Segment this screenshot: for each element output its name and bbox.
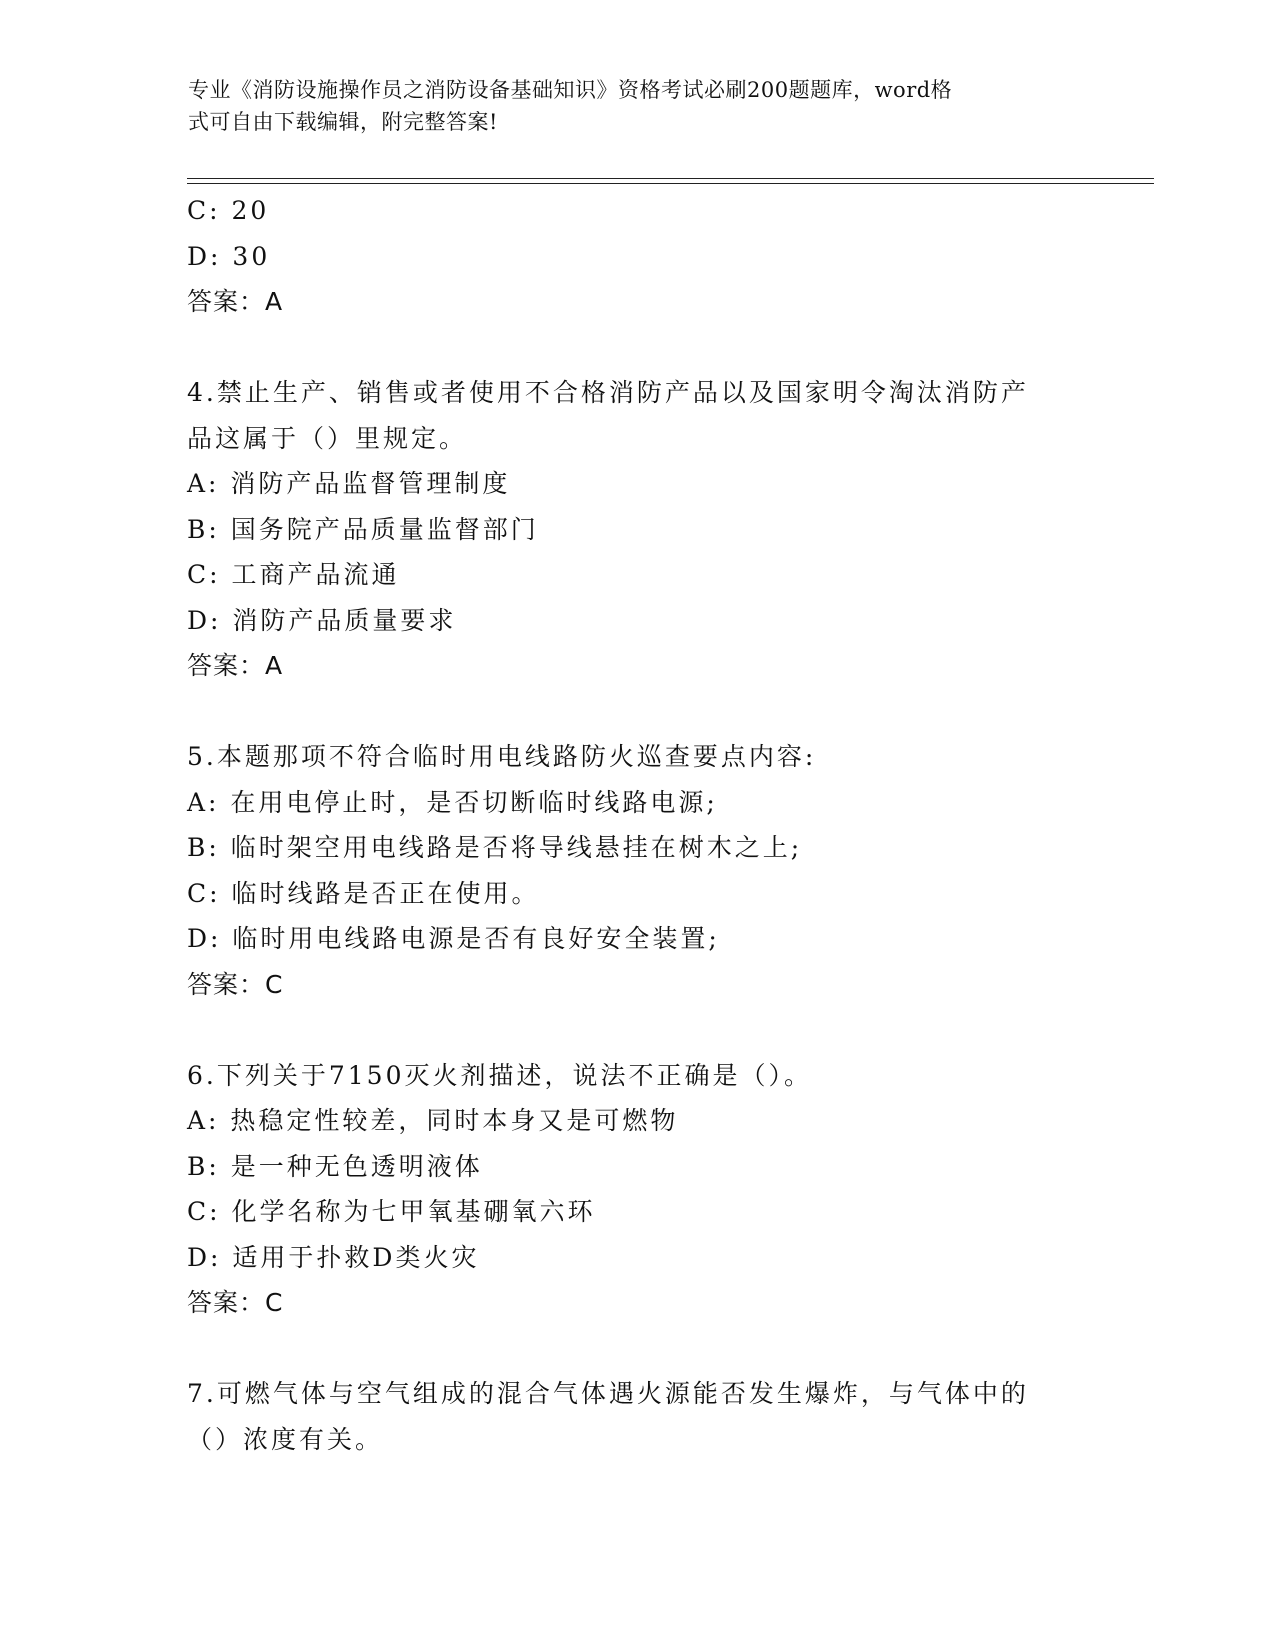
spacer xyxy=(187,689,1067,735)
header-rule-top xyxy=(187,178,1154,179)
question-stem: 5.本题那项不符合临时用电线路防火巡查要点内容: xyxy=(187,742,817,771)
question-6 xyxy=(187,1053,1067,1326)
document-header xyxy=(188,74,1068,138)
option-b: B: 临时架空用电线路是否将导线悬挂在树木之上; xyxy=(187,833,803,862)
option-a: A: 热稳定性较差，同时本身又是可燃物 xyxy=(187,1106,679,1135)
question-7 xyxy=(187,1371,1067,1462)
question-stem: 7.可燃气体与空气组成的混合气体遇火源能否发生爆炸，与气体中的 xyxy=(187,1379,1029,1408)
spacer xyxy=(187,1007,1067,1053)
answer: 答案：A xyxy=(187,287,284,316)
option-c: C: 临时线路是否正在使用。 xyxy=(187,878,540,908)
answer: 答案：C xyxy=(187,1288,284,1317)
answer: 答案：C xyxy=(187,969,284,999)
spacer xyxy=(187,1326,1067,1372)
header-rule-bottom xyxy=(187,183,1154,184)
option-c: C: 工商产品流通 xyxy=(187,560,400,589)
spacer xyxy=(187,325,1067,371)
answer: 答案：A xyxy=(187,651,284,680)
question-stem-continued: （）浓度有关。 xyxy=(187,1424,384,1454)
header-line-1: 专业《消防设施操作员之消防设备基础知识》资格考试必刷200题题库，word格 xyxy=(188,78,953,102)
question-3-tail xyxy=(187,188,1067,325)
option-b: B: 国务院产品质量监督部门 xyxy=(187,514,539,544)
option-d: D: 消防产品质量要求 xyxy=(187,605,457,635)
question-4 xyxy=(187,370,1067,689)
question-stem-continued: 品这属于（）里规定。 xyxy=(187,423,468,453)
question-stem: 4.禁止生产、销售或者使用不合格消防产品以及国家明令淘汰消防产 xyxy=(187,378,1029,407)
option-b: B: 是一种无色透明液体 xyxy=(187,1151,483,1181)
option-c: C: 20 xyxy=(187,196,270,225)
question-5 xyxy=(187,734,1067,1007)
option-a: A: 在用电停止时，是否切断临时线路电源; xyxy=(187,787,718,817)
option-c: C: 化学名称为七甲氧基硼氧六环 xyxy=(187,1197,596,1226)
option-d: D: 30 xyxy=(187,241,271,271)
question-list xyxy=(187,188,1067,1462)
header-line-2: 式可自由下载编辑，附完整答案! xyxy=(188,110,498,134)
option-d: D: 临时用电线路电源是否有良好安全装置; xyxy=(187,924,720,953)
option-a: A: 消防产品监督管理制度 xyxy=(187,469,511,498)
option-d: D: 适用于扑救D类火灾 xyxy=(187,1242,480,1272)
question-stem: 6.下列关于7150灭火剂描述，说法不正确是（）。 xyxy=(187,1060,812,1090)
